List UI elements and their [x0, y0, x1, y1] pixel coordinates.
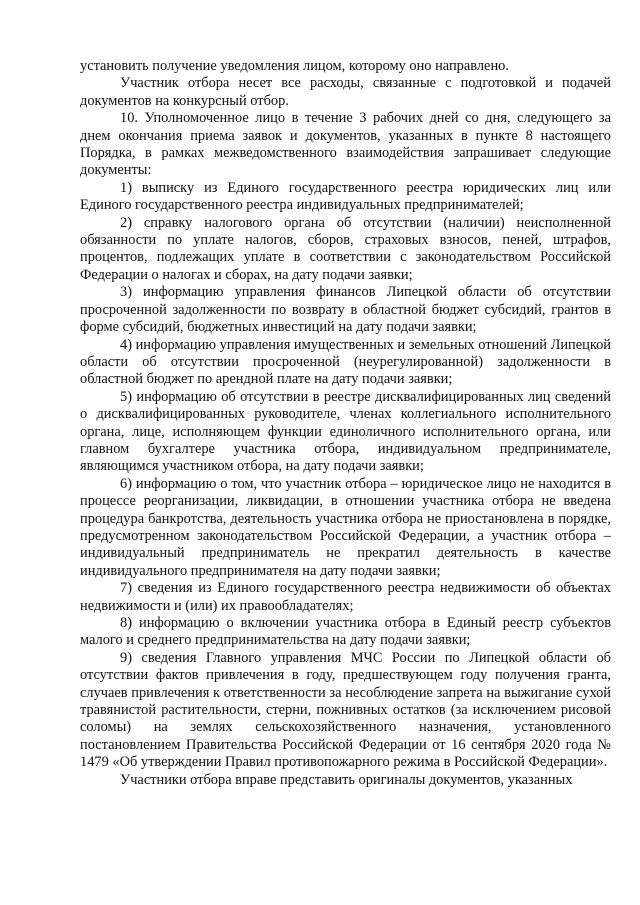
list-item-2: 2) справку налогового органа об отсутствии (наличии) неисполненной обязанности по уплате налогов, сборов, страховых взносов, пеней, штрафов, процентов, подлежащих уплате в соответствии с законодательством Российской Федерации о налогах и сборах, на дату подачи заявки;	[80, 214, 611, 283]
list-item-1: 1) выписку из Единого государственного реестра юридических лиц или Единого государственного реестра индивидуальных предпринимателей;	[80, 179, 611, 214]
list-item-8: 8) информацию о включении участника отбора в Единый реестр субъектов малого и среднего предпринимательства на дату подачи заявки;	[80, 615, 611, 649]
paragraph-continuation: установить получение уведомления лицом, которому оно направлено.	[80, 58, 509, 74]
list-item-3: 3) информацию управления финансов Липецкой области об отсутствии просроченной задолженности по возврату в областной бюджет субсидий, грантов в форме субсидий, бюджетных инвестиций на дату подачи заявки;	[80, 284, 611, 336]
list-item-4: 4) информацию управления имущественных и земельных отношений Липецкой области об отсутствии просроченной (неурегулированной) задолженности в областной бюджет по арендной плате на дату подачи заявки;	[80, 336, 611, 388]
paragraph-expenses: Участник отбора несет все расходы, связанные с подготовкой и подачей документов на конкурсный отбор.	[80, 75, 611, 109]
paragraph-clause-10: 10. Уполномоченное лицо в течение 3 рабочих дней со дня, следующего за днем окончания приема заявок и документов, указанных в пункте 8 настоящего Порядка, в рамках межведомственного взаимодействия запрашивает следующие документы:	[80, 110, 611, 179]
list-item-7: 7) сведения из Единого государственного реестра недвижимости об объектах недвижимости и (или) их правообладателях;	[80, 580, 611, 614]
document-page	[80, 58, 611, 789]
paragraph-originals: Участники отбора вправе представить оригиналы документов, указанных	[120, 771, 573, 788]
list-item-9: 9) сведения Главного управления МЧС России по Липецкой области об отсутствии фактов привлечения в году, предшествующем году получения гранта, случаев привлечения к ответственности за несоблюдение запрета на выжигание сухой травянистой растительности, стерни, пожнивных остатков (за исключением рисовой соломы) на землях сельскохозяйственного назначения, установленного постановлением Правительства Российской Федерации от 16 сентября 2020 года № 1479 «Об утверждении Правил противопожарного режима в Российской Федерации».	[80, 649, 611, 771]
list-item-5: 5) информацию об отсутствии в реестре дисквалифицированных лиц сведений о дисквалифицированных руководителе, членах коллегиального исполнительного органа, лице, исполняющем функции единоличного исполнительного органа, или главном бухгалтере участника отбора, индивидуальном предпринимателе, являющимся участником отбора, на дату подачи заявки;	[80, 388, 611, 475]
list-item-6: 6) информацию о том, что участник отбора – юридическое лицо не находится в процессе реорганизации, ликвидации, в отношении участника отбора не введена процедура банкротства, деятельность участника отбора не приостановлена в порядке, предусмотренном законодательством Российской Федерации, а участник отбора – индивидуальный предприниматель не прекратил деятельность в качестве индивидуального предпринимателя на дату подачи заявки;	[80, 475, 611, 579]
